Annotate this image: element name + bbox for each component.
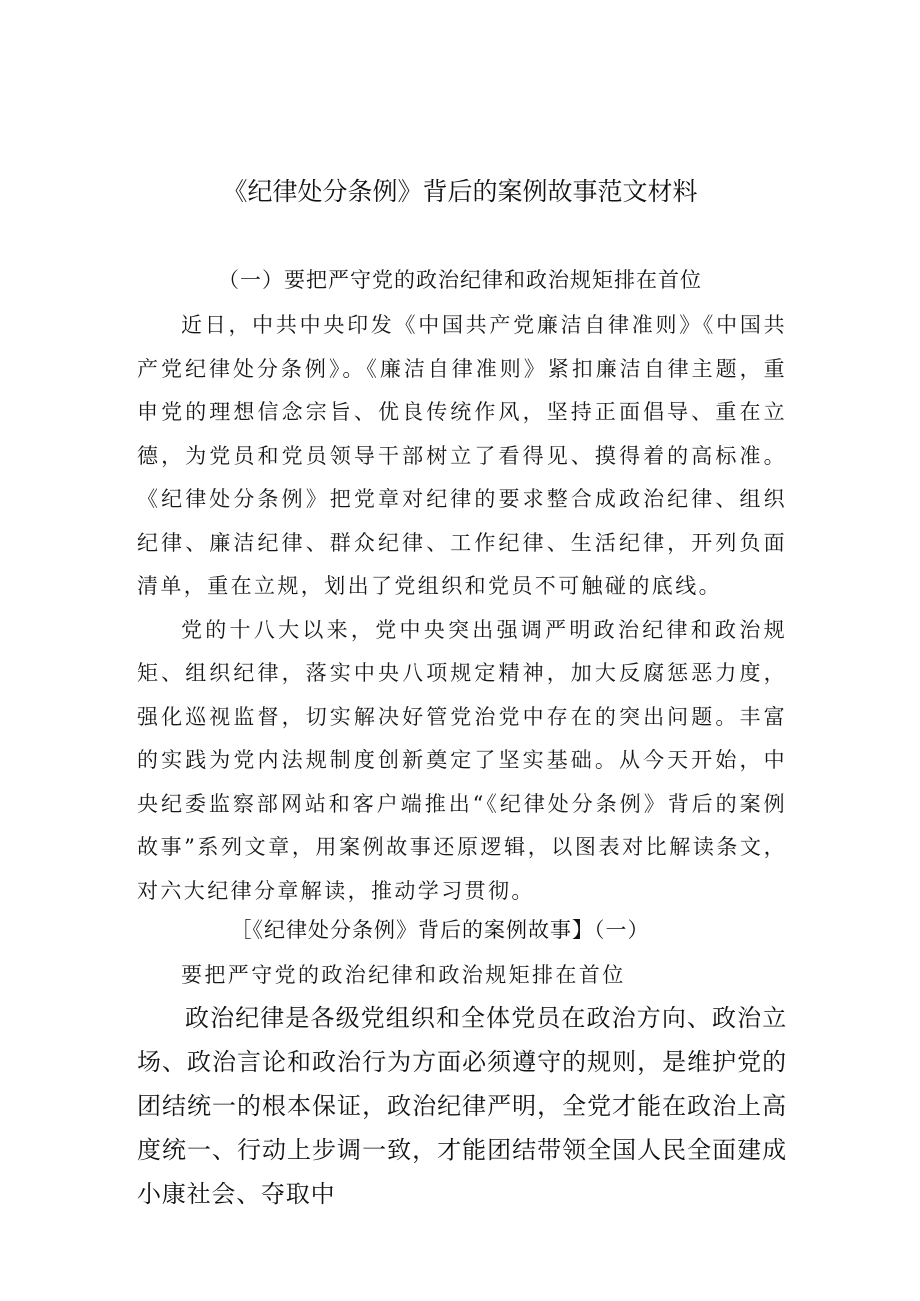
sub-heading-block — [137, 954, 787, 998]
body-paragraphs — [137, 304, 787, 913]
section-heading: （一）要把严守党的政治纪律和政治规矩排在首位 — [218, 268, 702, 292]
emphasis-paragraph: 政治纪律是各级党组织和全体党员在政治方向、政治立场、政治言论和政治行为方面必须遵守的规则，是维护党的团结统一的根本保证，政治纪律严明，全党才能在政治上高度统一、行动上步调一致，才能团结带领全国人民全面建成小康社会、夺取中 — [137, 1004, 787, 1208]
sub-heading: 要把严守党的政治纪律和政治规矩排在首位 — [181, 963, 626, 987]
series-heading: ［《纪律处分条例》背后的案例故事】（一） — [230, 918, 650, 942]
document-title: 《纪律处分条例》背后的案例故事范文材料 — [222, 177, 698, 206]
paragraph-1: 近日，中共中央印发《中国共产党廉洁自律准则》《中国共产党纪律处分条例》。《廉洁自律准则》紧扣廉洁自律主题，重申党的理想信念宗旨、优良传统作风，坚持正面倡导、重在立德，为党员和党员领导干部树立了看得见、摸得着的高标准。《纪律处分条例》把党章对纪律的要求整合成政治纪律、组织纪律、廉洁纪律、群众纪律、工作纪律、生活纪律，开列负面清单，重在立规，划出了党组织和党员不可触碰的底线。 — [137, 313, 787, 598]
emphasis-paragraph-block — [137, 996, 787, 1216]
paragraph-2: 党的十八大以来，党中央突出强调严明政治纪律和政治规矩、组织纪律，落实中央八项规定精神，加大反腐惩恶力度，强化巡视监督，切实解决好管党治党中存在的突出问题。丰富的实践为党内法规制度创新奠定了坚实基础。从今天开始，中央纪委监察部网站和客户端推出“《纪律处分条例》背后的案例故事”系列文章，用案例故事还原逻辑，以图表对比解读条文，对六大纪律分章解读，推动学习贯彻。 — [137, 617, 787, 903]
